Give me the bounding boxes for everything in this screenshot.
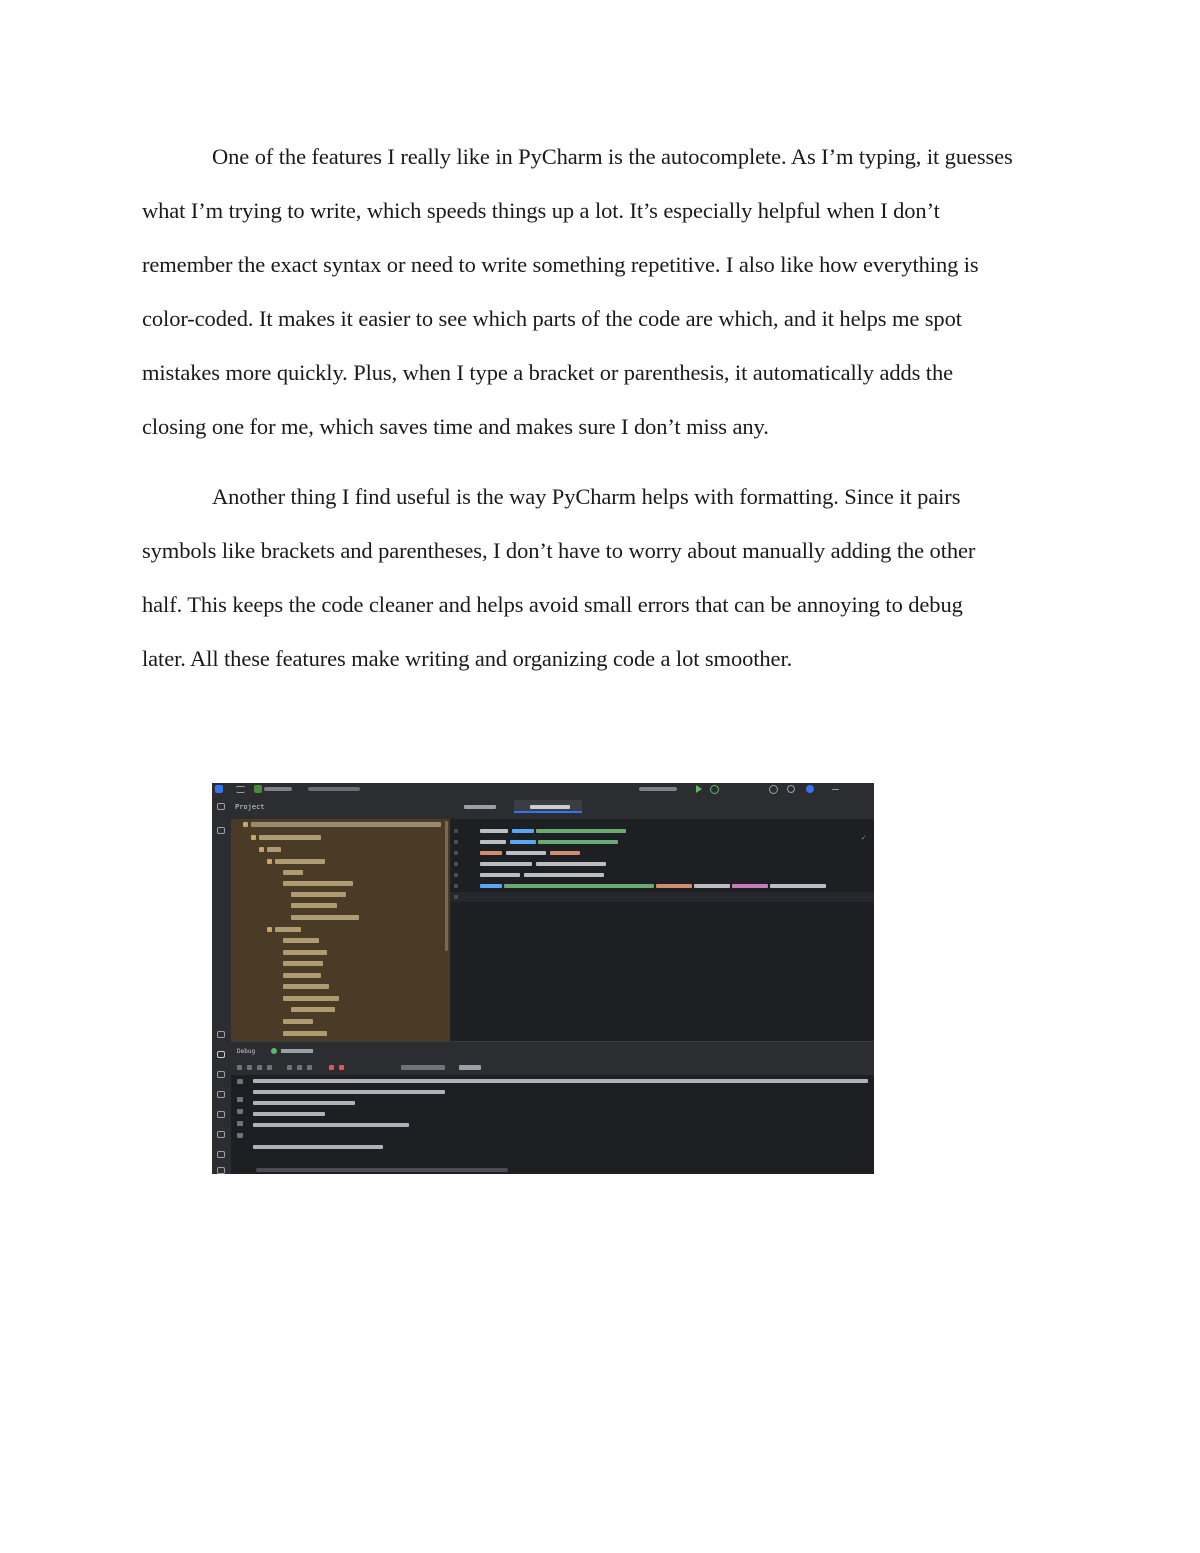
tree-row	[283, 961, 323, 966]
step-into-icon	[297, 1065, 302, 1070]
tree-row	[283, 973, 321, 978]
tree-row	[283, 1031, 327, 1036]
text-line: what I’m trying to write, which speeds things up a lot. It’s especially helpful when I don’t	[142, 198, 940, 223]
run-config-icon	[271, 1048, 277, 1054]
debug-panel-header	[231, 1041, 874, 1062]
project-name-placeholder	[264, 787, 292, 791]
debug-console	[231, 1075, 874, 1166]
tree-row	[283, 950, 327, 955]
code-token	[770, 884, 826, 888]
step-over-icon	[287, 1065, 292, 1070]
gutter-icon	[237, 1133, 243, 1138]
search-icon	[787, 785, 795, 793]
console-line	[253, 1145, 383, 1149]
tree-row	[251, 822, 441, 827]
terminal-tool-icon	[217, 1131, 225, 1138]
python-console-icon	[217, 1091, 225, 1098]
text-line: One of the features I really like in PyCharm is the autocomplete. As I’m typing, it guesses	[212, 144, 1013, 169]
code-token	[480, 840, 506, 844]
debug-panel-title: Debug	[237, 1048, 256, 1055]
debug-toolbar	[231, 1061, 874, 1075]
project-tool-icon	[217, 803, 225, 810]
tree-row	[283, 996, 339, 1001]
text-line: later. All these features make writing and organizing code a lot smoother.	[142, 646, 793, 671]
more-tools-icon	[217, 847, 225, 854]
line-number	[454, 873, 458, 877]
code-token	[506, 851, 546, 855]
code-token	[480, 862, 532, 866]
minimize-icon	[832, 789, 839, 790]
project-panel-title: Project	[235, 803, 265, 811]
code-editor	[450, 795, 874, 1041]
run-config-label-placeholder	[281, 1049, 313, 1053]
text-line: remember the exact syntax or need to write something repetitive. I also like how everything is	[142, 252, 979, 277]
code-token	[510, 840, 536, 844]
code-token	[480, 884, 502, 888]
text-line: half. This keeps the code cleaner and helps avoid small errors that can be annoying to debug	[142, 592, 963, 617]
resume-icon	[257, 1065, 262, 1070]
paragraph-formatting	[142, 470, 1072, 686]
stop-icon	[247, 1065, 252, 1070]
line-number	[454, 829, 458, 833]
tree-row	[283, 1019, 313, 1024]
threads-tab-placeholder	[401, 1065, 445, 1070]
paragraph-autocomplete	[142, 130, 1072, 454]
tree-row	[267, 847, 281, 852]
code-token	[536, 862, 606, 866]
code-token	[732, 884, 768, 888]
gutter-icon	[237, 1121, 243, 1126]
run-tool-icon	[217, 1071, 225, 1078]
project-badge-icon	[254, 785, 262, 793]
code-token	[480, 851, 502, 855]
folder-icon	[251, 835, 256, 840]
problems-tool-icon	[217, 1151, 225, 1158]
tree-scrollbar	[445, 821, 448, 951]
packages-tool-icon	[217, 1111, 225, 1118]
console-line	[253, 1101, 355, 1105]
tree-row	[283, 938, 319, 943]
debug-icon	[710, 785, 719, 794]
tab-label-placeholder	[464, 805, 496, 809]
folder-icon	[267, 927, 272, 932]
ide-title-bar	[212, 783, 874, 795]
text-line: mistakes more quickly. Plus, when I type a bracket or parenthesis, it automatically adds the	[142, 360, 953, 385]
no-problems-check-icon: ✓	[861, 833, 866, 842]
tree-row	[275, 859, 325, 864]
gutter-icon	[237, 1097, 243, 1102]
tab-label-placeholder	[530, 805, 570, 809]
mute-breakpoints-icon	[339, 1065, 344, 1070]
code-token	[550, 851, 580, 855]
pycharm-screenshot	[212, 783, 874, 1174]
text-line: Another thing I find useful is the way PyCharm helps with formatting. Since it pairs	[212, 484, 961, 509]
console-line	[253, 1123, 409, 1127]
tree-row	[291, 915, 359, 920]
services-tool-icon	[217, 1031, 225, 1038]
tree-row	[291, 1007, 335, 1012]
code-token	[512, 829, 534, 833]
account-icon	[769, 785, 778, 794]
run-config-placeholder	[639, 787, 677, 791]
tool-window-strip	[212, 795, 231, 1174]
gutter-icon	[237, 1109, 243, 1114]
editor-tabs	[450, 795, 874, 819]
code-token	[480, 829, 508, 833]
tree-row	[283, 870, 303, 875]
document-body	[142, 130, 1072, 686]
code-token	[538, 840, 618, 844]
text-line: color-coded. It makes it easier to see which parts of the code are which, and it helps me spot	[142, 306, 962, 331]
git-tool-icon	[217, 1167, 225, 1174]
pause-icon	[267, 1065, 272, 1070]
main-menu-icon	[236, 786, 245, 793]
settings-icon	[806, 785, 814, 793]
project-tree	[231, 819, 450, 1041]
breakpoint-icon	[329, 1065, 334, 1070]
tree-row	[283, 881, 353, 886]
console-line	[253, 1090, 445, 1094]
console-line	[253, 1079, 868, 1083]
tree-row	[283, 984, 329, 989]
line-number	[454, 851, 458, 855]
tree-row	[291, 892, 346, 897]
code-token	[480, 873, 520, 877]
gutter-icon	[237, 1079, 243, 1084]
text-line: symbols like brackets and parentheses, I don’t have to worry about manually adding the other	[142, 538, 976, 563]
tree-row	[259, 835, 321, 840]
folder-icon	[267, 859, 272, 864]
text-line: closing one for me, which saves time and makes sure I don’t miss any.	[142, 414, 769, 439]
code-token	[504, 884, 654, 888]
console-line	[253, 1112, 325, 1116]
line-number	[454, 884, 458, 888]
line-number	[454, 895, 458, 899]
rerun-icon	[237, 1065, 242, 1070]
line-number	[454, 840, 458, 844]
code-token	[536, 829, 626, 833]
project-panel-header	[231, 795, 450, 819]
branch-name-placeholder	[308, 787, 360, 791]
run-icon	[696, 785, 702, 793]
console-tab-placeholder	[459, 1065, 481, 1070]
console-horizontal-scrollbar	[256, 1168, 508, 1172]
code-token	[694, 884, 730, 888]
structure-tool-icon	[217, 827, 225, 834]
folder-icon	[243, 822, 248, 827]
tree-row	[291, 903, 337, 908]
code-token	[656, 884, 692, 888]
code-token	[524, 873, 604, 877]
step-out-icon	[307, 1065, 312, 1070]
tree-row	[275, 927, 301, 932]
current-line-highlight	[450, 892, 874, 902]
folder-icon	[259, 847, 264, 852]
line-number	[454, 862, 458, 866]
debug-tool-icon	[217, 1051, 225, 1058]
pycharm-logo-icon	[215, 785, 223, 793]
